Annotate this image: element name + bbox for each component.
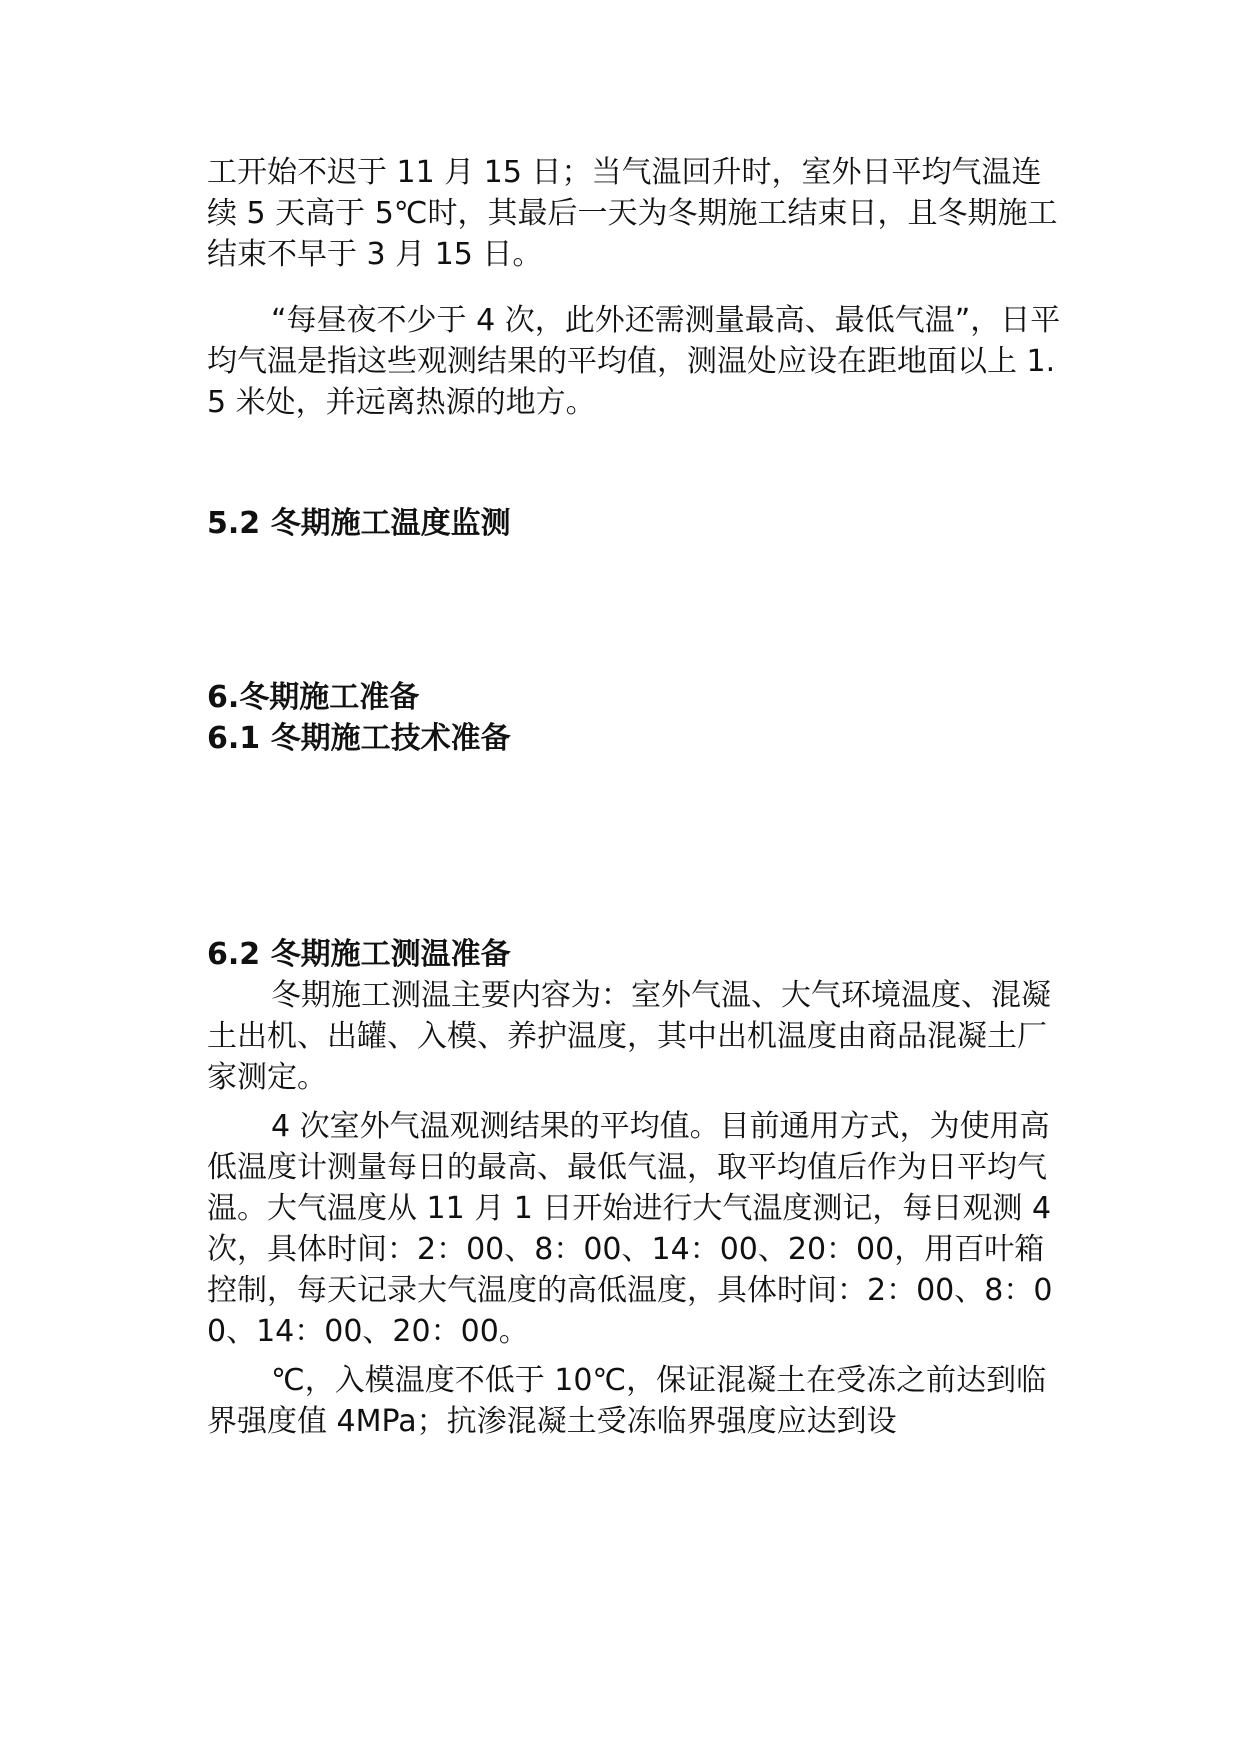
section-heading-6: 6.冬期施工准备: [207, 680, 420, 715]
section-heading-6-1: 6.1 冬期施工技术准备: [207, 721, 511, 756]
paragraph-temperature-measurement-content: 冬期施工测温主要内容为：室外气温、大气环境温度、混凝土出机、出罐、入模、养护温度，其中出机温度由商品混凝土厂家测定。: [207, 978, 1051, 1095]
section-heading-6-2: 6.2 冬期施工测温准备: [207, 937, 511, 972]
section-heading-5-2: 5.2 冬期施工温度监测: [207, 506, 511, 541]
paragraph-winter-construction-dates: 工开始不迟于 11 月 15 日；当气温回升时，室外日平均气温连续 5 天高于 5℃时，其最后一天为冬期施工结束日，且冬期施工结束不早于 3 月 15 日。: [207, 155, 1058, 272]
paragraph-outdoor-temperature-schedule: 4 次室外气温观测结果的平均值。目前通用方式，为使用高低温度计测量每日的最高、最低气温，取平均值后作为日平均气温。大气温度从 11 月 1 日开始进行大气温度测记，每日观测 4 次，具体时间：2：00、8：00、14：00、20：00，用百叶箱控制，每天记录大气温度的高低温度，具体时间：2：00、8：00、14：00、20：00。: [207, 1109, 1053, 1349]
paragraph-temperature-observation: “每昼夜不少于 4 次，此外还需测量最高、最低气温”，日平均气温是指这些观测结果的平均值，测温处应设在距地面以上 1.5 米处，并远离热源的地方。: [207, 303, 1061, 420]
paragraph-concrete-temperature-requirement: ℃，入模温度不低于 10℃，保证混凝土在受冻之前达到临界强度值 4MPa；抗渗混凝土受冻临界强度应达到设: [207, 1363, 1047, 1439]
